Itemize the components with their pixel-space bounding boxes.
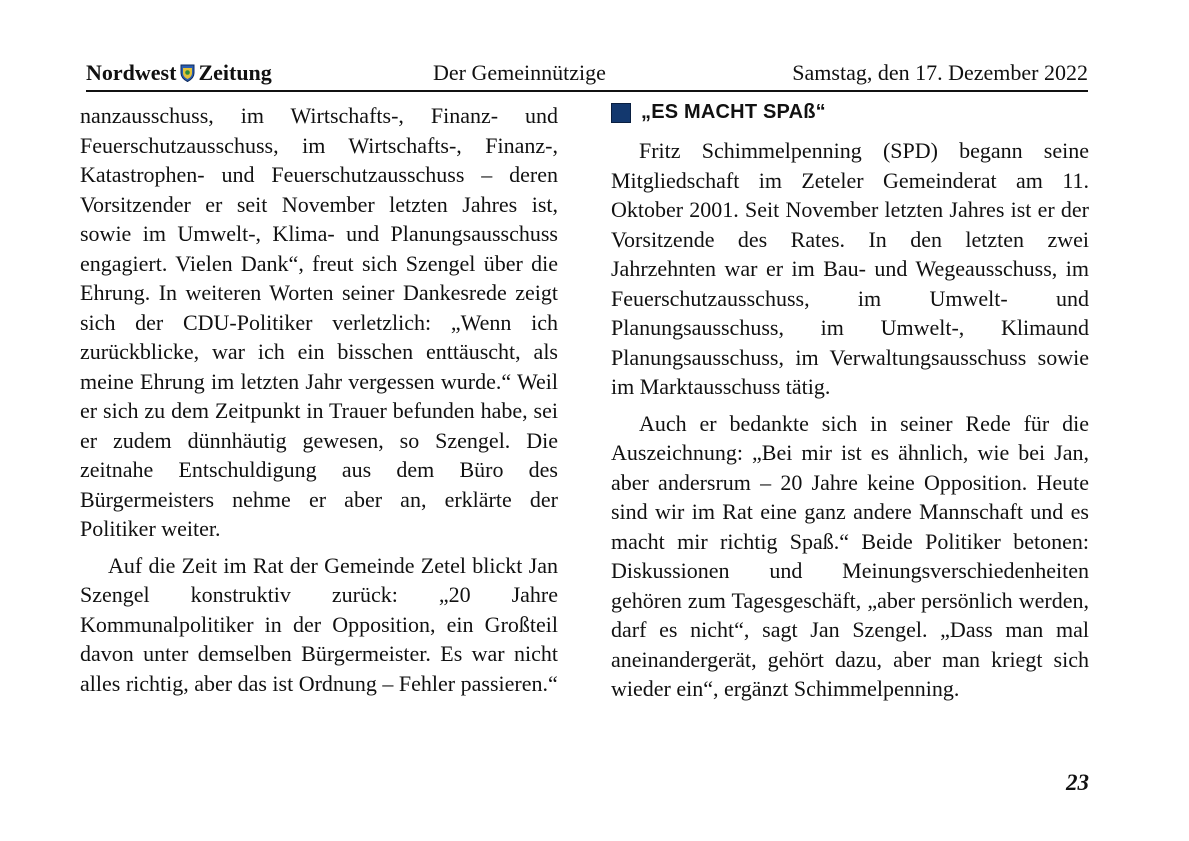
- supplement-title: Der Gemeinnützige: [433, 60, 606, 85]
- paragraph: Auch er bedankte sich in seiner Rede für die Auszeichnung: „Bei mir ist es ähnlich, wie bei Jan, aber andersrum – 20 Jahre keine Opposition. Heute sind wir im Rat eine ganz andere Mannschaft und es macht mir richtig Spaß.“ Beide Politiker betonen: Diskussionen und Meinungsverschiedenheiten gehören zum Tagesgeschäft, „aber persönlich werden, darf es nicht“, sagt Jan Szengel. „Dass man mal aneinandergerät, gehört dazu, aber man kriegt sich wieder ein“, ergänzt Schimmelpenning.: [611, 410, 1089, 701]
- page-number: 23: [1066, 770, 1089, 795]
- newspaper-brand: [86, 60, 272, 86]
- left-column: [80, 101, 558, 698]
- paragraph: Auf die Zeit im Rat der Gemeinde Zetel blickt Jan Szengel konstruktiv zurück: „20 Jahre Kommunalpolitiker in der Opposition, ein Großteil davon unter demselben Bürgermeister. Es war nicht alles richtig, aber das ist Ordnung – Fehler passieren.“: [80, 552, 558, 696]
- brand-name-right: Zeitung: [198, 60, 272, 85]
- section-title: „ES MACHT SPAß“: [641, 101, 826, 124]
- section-heading: [611, 101, 1089, 125]
- page-header: [86, 58, 1088, 92]
- section-marker-icon: [611, 103, 631, 123]
- brand-name-left: Nordwest: [86, 60, 177, 85]
- issue-date: Samstag, den 17. Dezember 2022: [792, 60, 1088, 85]
- paragraph: nanzausschuss, im Wirtschafts-, Finanz- und Feuerschutzausschuss, im Wirtschafts-, Finanz-, Katastrophen- und Feuerschutzausschuss – deren Vorsitzender er seit November letzten Jahres ist, sowie im Umwelt-, Klima- und Planungsausschuss engagiert. Vielen Dank“, freut sich Szengel über die Ehrung. In weiteren Worten seiner Dankesrede zeigt sich der CDU-Politiker verletzlich: „Wenn ich zurückblicke, war ich ein bisschen enttäuscht, als meine Ehrung im letzten Jahr vergessen wurde.“ Weil er sich zu dem Zeitpunkt in Trauer befunden habe, sei er zudem dünnhäutig gewesen, so Szengel. Die zeitnahe Entschuldigung aus dem Büro des Bürgermeisters nehme er aber an, erklärte der Politiker weiter.: [80, 103, 558, 541]
- coat-of-arms-icon: [180, 64, 195, 82]
- right-column: [611, 101, 1089, 704]
- paragraph: Fritz Schimmelpenning (SPD) begann seine Mitgliedschaft im Zeteler Gemeinderat am 11. Oktober 2001. Seit November letzten Jahres ist er der Vorsitzende des Rates. In den letzten zwei Jahrzehnten war er im Bau- und Wegeausschuss, im Feuerschutzausschuss, im Umwelt- und Planungsausschuss, im Umwelt-, Klimaund Planungsausschuss, im Verwaltungsausschuss sowie im Marktausschuss tätig.: [611, 138, 1089, 399]
